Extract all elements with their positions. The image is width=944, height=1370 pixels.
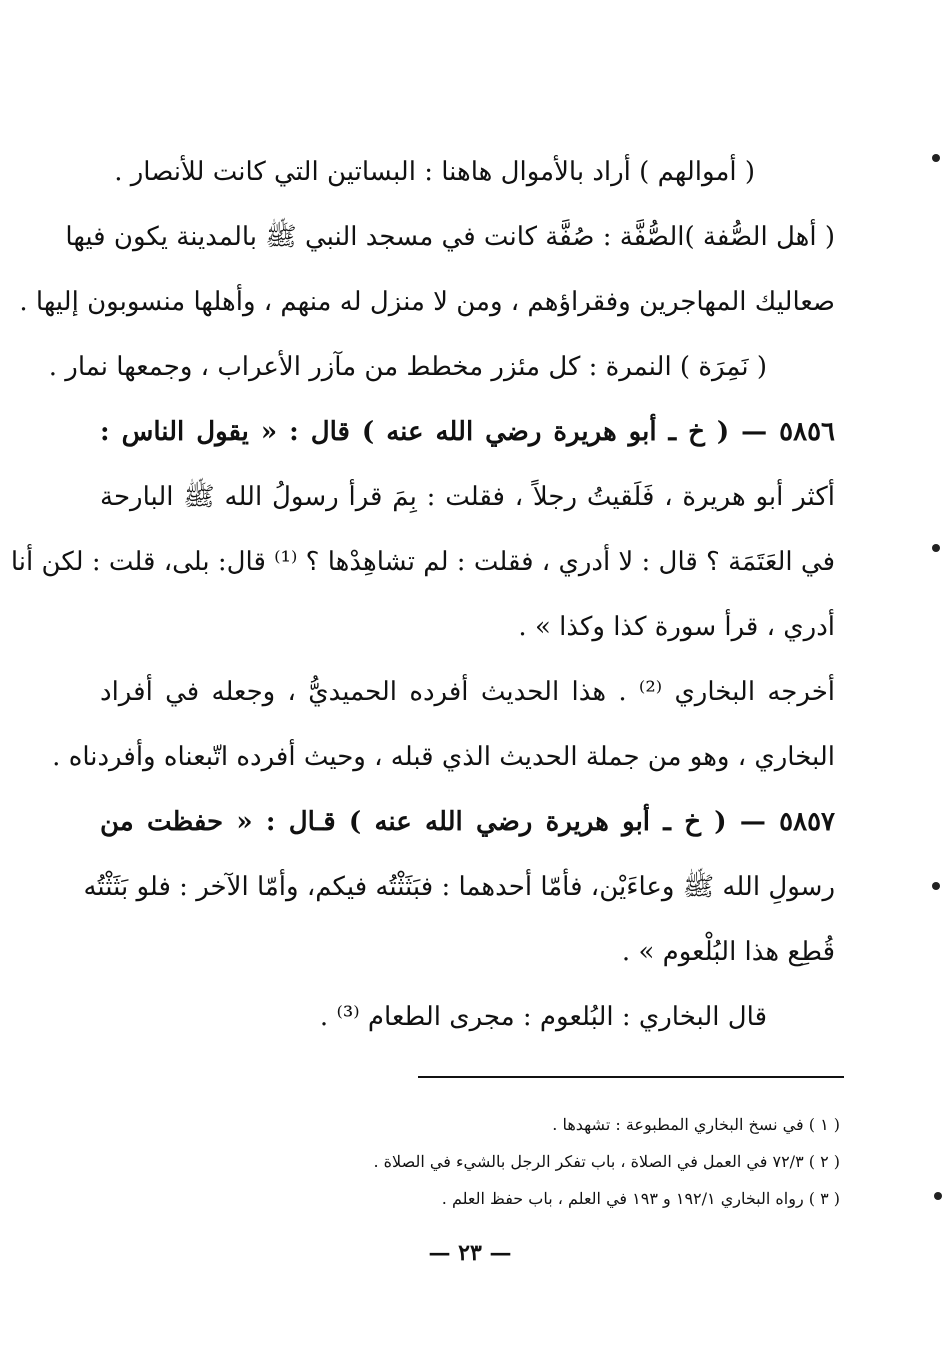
text-line: البخاري ، وهو من جملة الحديث الذي قبله ، وحيث أفرده اتّبعناه وأفردناه . (52, 742, 835, 772)
text-line: ( أموالهم ) أراد بالأموال هاهنا : البساتين التي كانت للأنصار . (114, 157, 755, 187)
hadith-heading-line: ٥٨٥٦ — ( خ ـ أبو هريرة رضي الله عنه ) قال : « يقول الناس : (100, 417, 835, 447)
footnote: ( ١ ) في نسخ البخاري المطبوعة : تشهدها . (552, 1115, 840, 1134)
text-line: أكثر أبو هريرة ، فَلَقيتُ رجلاً ، فقلت : بِمَ قرأ رسولُ الله ﷺ البارحة (100, 482, 835, 512)
scan-mark (932, 544, 940, 552)
footnote: ( ٣ ) رواه البخاري ١٩٢/١ و ١٩٣ في العلم ، باب حفظ العلم . (441, 1189, 840, 1208)
text-line: ( أهل الصُّفة )الصُّفَّة : صُفَّة كانت في مسجد النبي ﷺ بالمدينة يكون فيها (65, 222, 835, 252)
text-line: ( نَمِرَة ) النمرة : كل مئزر مخطط من مآزر الأعراب ، وجمعها نمار . (48, 352, 767, 382)
scan-mark (932, 154, 940, 162)
text-line: قُطِع هذا البُلْعوم » . (621, 937, 835, 967)
text-line: صعاليك المهاجرين وفقراؤهم ، ومن لا منزل له منهم ، وأهلها منسوبون إليها . (19, 287, 835, 317)
main-text (10, 140, 836, 1050)
text-line: في العَتَمَة ؟ قال : لا أدري ، فقلت : لم تشاهِدْها ؟ ⁽¹⁾ قال: بلى، قلت : لكن أنا (10, 547, 835, 577)
footnote: ( ٢ ) ٧٢/٣ في العمل في الصلاة ، باب تفكر الرجل بالشيء في الصلاة . (373, 1152, 840, 1171)
footnotes (280, 1106, 840, 1217)
hadith-heading-line: ٥٨٥٧ — ( خ ـ أبو هريرة رضي الله عنه ) قـال : « حفظت من (100, 807, 835, 837)
text-line: أدري ، قرأ سورة كذا وكذا » . (518, 612, 835, 642)
text-line: قال البخاري : البُلعوم : مجرى الطعام ⁽³⁾ . (319, 1002, 767, 1032)
footnote-separator (418, 1076, 844, 1078)
text-line: رسولِ الله ﷺ وعاءَيْن، فأمّا أحدهما : فبَثَثْتُه فيكم، وأمّا الآخر : فلو بَثَثْتُه (83, 872, 835, 902)
text-line: أخرجه البخاري ⁽²⁾ . هذا الحديث أفرده الحميديُّ ، وجعله في أفراد (100, 677, 836, 707)
scan-mark (934, 1192, 942, 1200)
page-number: — ٢٣ — (428, 1240, 512, 1266)
scan-mark (932, 882, 940, 890)
